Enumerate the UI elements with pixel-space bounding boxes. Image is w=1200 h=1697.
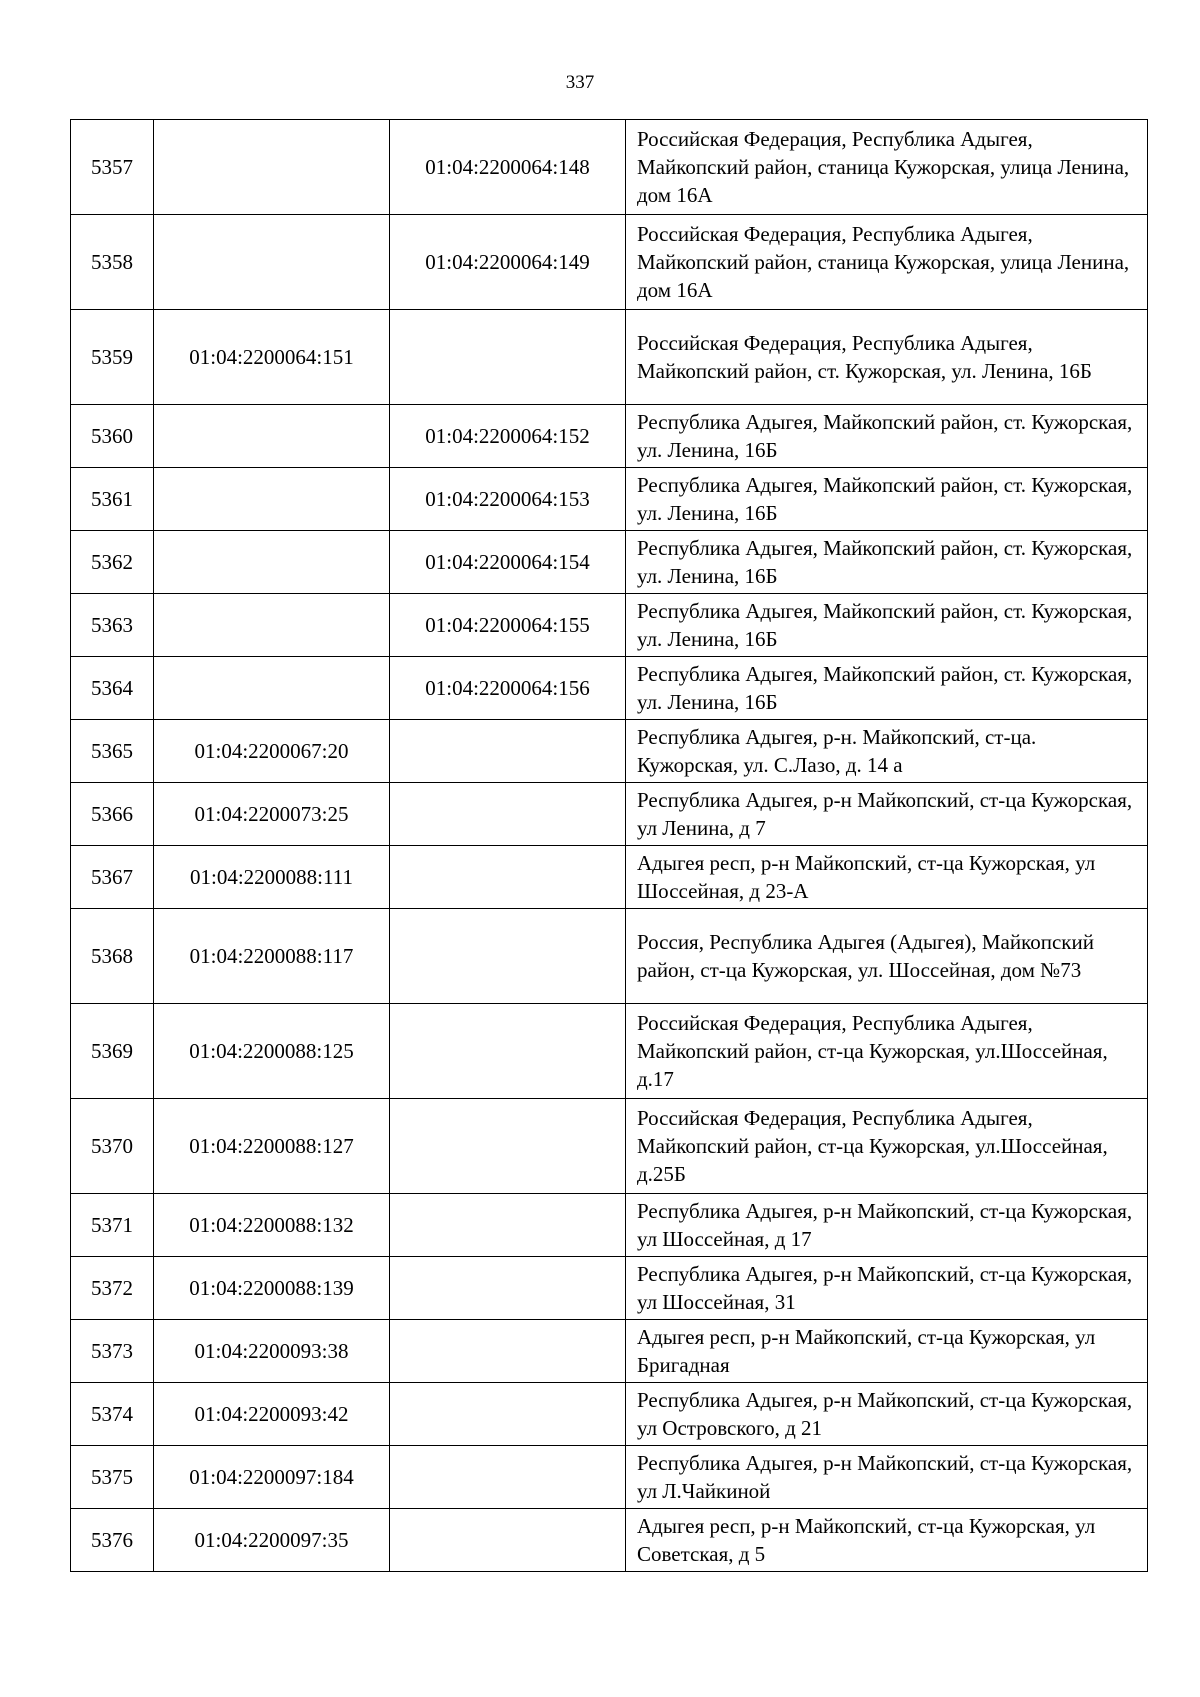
row-number: 5375 (71, 1446, 154, 1509)
table-row (71, 1509, 1148, 1572)
page-number: 337 (565, 72, 595, 93)
address-cell: Республика Адыгея, Майкопский район, ст. Кужорская, ул. Ленина, 16Б (626, 531, 1148, 594)
row-number: 5357 (71, 120, 154, 215)
table-row (71, 1257, 1148, 1320)
cadastral-number-building: 01:04:2200064:156 (390, 657, 626, 720)
cadastral-number-building (390, 310, 626, 405)
cadastral-number-building: 01:04:2200064:148 (390, 120, 626, 215)
row-number: 5373 (71, 1320, 154, 1383)
row-number: 5363 (71, 594, 154, 657)
address-cell: Республика Адыгея, р-н Майкопский, ст-ца Кужорская, ул Островского, д 21 (626, 1383, 1148, 1446)
row-number: 5362 (71, 531, 154, 594)
address-cell: Республика Адыгея, р-н Майкопский, ст-ца Кужорская, ул Шоссейная, д 17 (626, 1194, 1148, 1257)
cadastral-number-building (390, 909, 626, 1004)
row-number: 5374 (71, 1383, 154, 1446)
cadastral-number-building: 01:04:2200064:154 (390, 531, 626, 594)
address-cell: Республика Адыгея, р-н Майкопский, ст-ца Кужорская, ул Ленина, д 7 (626, 783, 1148, 846)
table-row (71, 783, 1148, 846)
cadastral-number-building: 01:04:2200064:152 (390, 405, 626, 468)
row-number: 5367 (71, 846, 154, 909)
row-number: 5364 (71, 657, 154, 720)
table-row (71, 1004, 1148, 1099)
table-row (71, 531, 1148, 594)
cadastral-number-parcel: 01:04:2200093:42 (154, 1383, 390, 1446)
table-row (71, 720, 1148, 783)
cadastral-number-parcel (154, 215, 390, 310)
address-cell: Адыгея респ, р-н Майкопский, ст-ца Кужорская, ул Шоссейная, д 23-А (626, 846, 1148, 909)
cadastral-number-parcel: 01:04:2200097:35 (154, 1509, 390, 1572)
cadastral-number-parcel (154, 468, 390, 531)
table-row (71, 1320, 1148, 1383)
table-row (71, 120, 1148, 215)
cadastral-number-building (390, 1446, 626, 1509)
cadastral-number-parcel (154, 594, 390, 657)
table-row (71, 215, 1148, 310)
address-cell: Российская Федерация, Республика Адыгея, Майкопский район, станица Кужорская, улица Ленина, дом 16А (626, 120, 1148, 215)
cadastral-number-building (390, 1099, 626, 1194)
cadastral-number-parcel (154, 405, 390, 468)
row-number: 5369 (71, 1004, 154, 1099)
cadastral-number-parcel: 01:04:2200064:151 (154, 310, 390, 405)
row-number: 5365 (71, 720, 154, 783)
address-cell: Республика Адыгея, р-н Майкопский, ст-ца Кужорская, ул Шоссейная, 31 (626, 1257, 1148, 1320)
row-number: 5372 (71, 1257, 154, 1320)
cadastral-number-building (390, 1320, 626, 1383)
cadastral-number-building (390, 846, 626, 909)
address-cell: Россия, Республика Адыгея (Адыгея), Майкопский район, ст-ца Кужорская, ул. Шоссейная, дом №73 (626, 909, 1148, 1004)
cadastral-number-building: 01:04:2200064:155 (390, 594, 626, 657)
address-cell: Российская Федерация, Республика Адыгея, Майкопский район, ст-ца Кужорская, ул.Шоссейная, д.17 (626, 1004, 1148, 1099)
cadastral-number-building (390, 1257, 626, 1320)
address-cell: Адыгея респ, р-н Майкопский, ст-ца Кужорская, ул Бригадная (626, 1320, 1148, 1383)
cadastral-number-parcel: 01:04:2200067:20 (154, 720, 390, 783)
cadastral-number-building: 01:04:2200064:153 (390, 468, 626, 531)
cadastral-number-parcel (154, 531, 390, 594)
table-row (71, 657, 1148, 720)
address-cell: Республика Адыгея, Майкопский район, ст. Кужорская, ул. Ленина, 16Б (626, 594, 1148, 657)
table-row (71, 594, 1148, 657)
address-cell: Республика Адыгея, Майкопский район, ст. Кужорская, ул. Ленина, 16Б (626, 468, 1148, 531)
table-row (71, 468, 1148, 531)
cadastral-number-parcel: 01:04:2200088:111 (154, 846, 390, 909)
table-row (71, 1446, 1148, 1509)
cadastral-number-building (390, 783, 626, 846)
cadastral-number-building (390, 1194, 626, 1257)
cadastral-number-building (390, 1509, 626, 1572)
cadastral-number-parcel: 01:04:2200088:139 (154, 1257, 390, 1320)
row-number: 5361 (71, 468, 154, 531)
row-number: 5366 (71, 783, 154, 846)
address-cell: Российская Федерация, Республика Адыгея, Майкопский район, ст. Кужорская, ул. Ленина, 16Б (626, 310, 1148, 405)
address-cell: Адыгея респ, р-н Майкопский, ст-ца Кужорская, ул Советская, д 5 (626, 1509, 1148, 1572)
cadastral-number-building (390, 1383, 626, 1446)
cadastral-number-parcel: 01:04:2200093:38 (154, 1320, 390, 1383)
cadastral-number-parcel: 01:04:2200088:132 (154, 1194, 390, 1257)
row-number: 5358 (71, 215, 154, 310)
address-cell: Республика Адыгея, Майкопский район, ст. Кужорская, ул. Ленина, 16Б (626, 405, 1148, 468)
table-row (71, 1383, 1148, 1446)
row-number: 5371 (71, 1194, 154, 1257)
cadastral-number-parcel: 01:04:2200097:184 (154, 1446, 390, 1509)
cadastral-number-parcel: 01:04:2200088:125 (154, 1004, 390, 1099)
cadastral-number-building (390, 720, 626, 783)
row-number: 5359 (71, 310, 154, 405)
registry-table (70, 119, 1148, 1572)
cadastral-number-parcel (154, 120, 390, 215)
table-row (71, 909, 1148, 1004)
row-number: 5360 (71, 405, 154, 468)
table-row (71, 1099, 1148, 1194)
cadastral-number-parcel (154, 657, 390, 720)
table-row (71, 405, 1148, 468)
address-cell: Республика Адыгея, р-н. Майкопский, ст-ца. Кужорская, ул. С.Лазо, д. 14 а (626, 720, 1148, 783)
table-row (71, 846, 1148, 909)
cadastral-number-building: 01:04:2200064:149 (390, 215, 626, 310)
address-cell: Российская Федерация, Республика Адыгея, Майкопский район, станица Кужорская, улица Ленина, дом 16А (626, 215, 1148, 310)
row-number: 5368 (71, 909, 154, 1004)
table-row (71, 310, 1148, 405)
address-cell: Российская Федерация, Республика Адыгея, Майкопский район, ст-ца Кужорская, ул.Шоссейная, д.25Б (626, 1099, 1148, 1194)
cadastral-number-building (390, 1004, 626, 1099)
row-number: 5370 (71, 1099, 154, 1194)
address-cell: Республика Адыгея, р-н Майкопский, ст-ца Кужорская, ул Л.Чайкиной (626, 1446, 1148, 1509)
cadastral-number-parcel: 01:04:2200088:117 (154, 909, 390, 1004)
row-number: 5376 (71, 1509, 154, 1572)
cadastral-number-parcel: 01:04:2200088:127 (154, 1099, 390, 1194)
address-cell: Республика Адыгея, Майкопский район, ст. Кужорская, ул. Ленина, 16Б (626, 657, 1148, 720)
cadastral-number-parcel: 01:04:2200073:25 (154, 783, 390, 846)
table-row (71, 1194, 1148, 1257)
